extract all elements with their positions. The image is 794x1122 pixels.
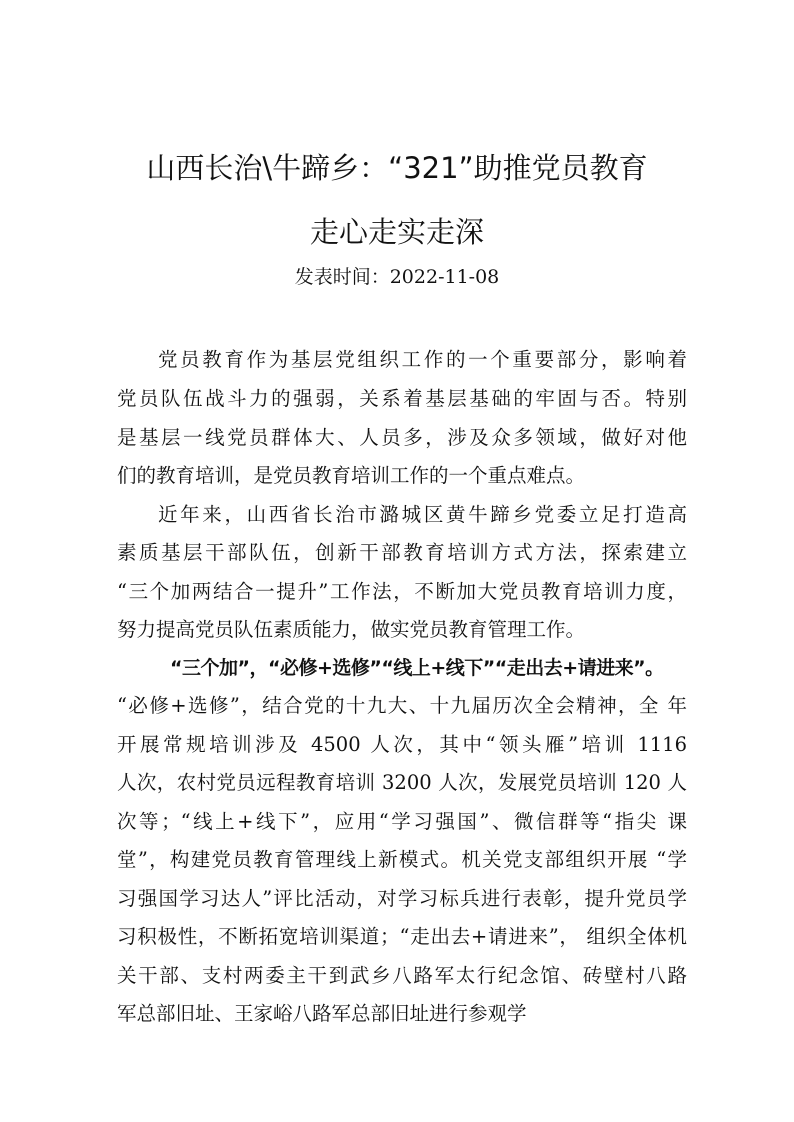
paragraph-line: 努力提高党员队伍素质能力，做实党员教育管理工作。 bbox=[117, 618, 586, 641]
publish-date: 发表时间：2022-11-08 bbox=[294, 266, 500, 288]
paragraph-line: 党员教育作为基层党组织工作的一个重要部分，影响着 bbox=[158, 348, 687, 371]
paragraph-line: “三个加两结合一提升”工作法，不断加大党员教育培训力度， bbox=[117, 580, 687, 603]
article-title-line-2: 走心走实走深 bbox=[309, 215, 484, 249]
paragraph-line: 是基层一线党员群体大、人员多，涉及众多领域，做好对他 bbox=[117, 426, 687, 449]
paragraph-line: 人次，农村党员远程教育培训 3200 人次，发展党员培训 120 人 bbox=[117, 771, 687, 794]
paragraph-line: 素质基层干部队伍，创新干部教育培训方式方法，探索建立 bbox=[117, 541, 687, 564]
paragraph-line: 近年来，山西省长治市潞城区黄牛蹄乡党委立足打造高 bbox=[158, 503, 687, 526]
paragraph-line: 习强国学习达人”评比活动，对学习标兵进行表彰，提升党员学 bbox=[117, 887, 687, 910]
paragraph-line: 党员队伍战斗力的强弱，关系着基层基础的牢固与否。特别 bbox=[117, 387, 687, 410]
paragraph-line: 次等；“线上+线下”，应用“学习强国”、微信群等“指尖 课 bbox=[117, 810, 687, 833]
paragraph-line: 开展常规培训涉及 4500 人次，其中“领头雁”培训 1116 bbox=[117, 733, 687, 756]
paragraph-line: “必修+选修”，结合党的十九大、十九届历次全会精神，全 年 bbox=[117, 694, 687, 717]
section-heading: “三个加”，“必修+选修”“线上+线下”“走出去+请进来”。 bbox=[170, 657, 664, 679]
paragraph-line: 堂”，构建党员教育管理线上新模式。机关党支部组织开展 “学 bbox=[117, 848, 687, 871]
paragraph-line: 关干部、支村两委主干到武乡八路军太行纪念馆、砖壁村八路 bbox=[117, 964, 687, 987]
article-title-line-1: 山西长治\牛蹄乡：“321”助推党员教育 bbox=[146, 151, 648, 185]
paragraph-line: 们的教育培训，是党员教育培训工作的一个重点难点。 bbox=[117, 464, 586, 487]
paragraph-line: 习积极性，不断拓宽培训渠道；“走出去+请进来”， 组织全体机 bbox=[117, 925, 687, 948]
paragraph-line: 军总部旧址、王家峪八路军总部旧址进行参观学 bbox=[117, 1002, 527, 1025]
